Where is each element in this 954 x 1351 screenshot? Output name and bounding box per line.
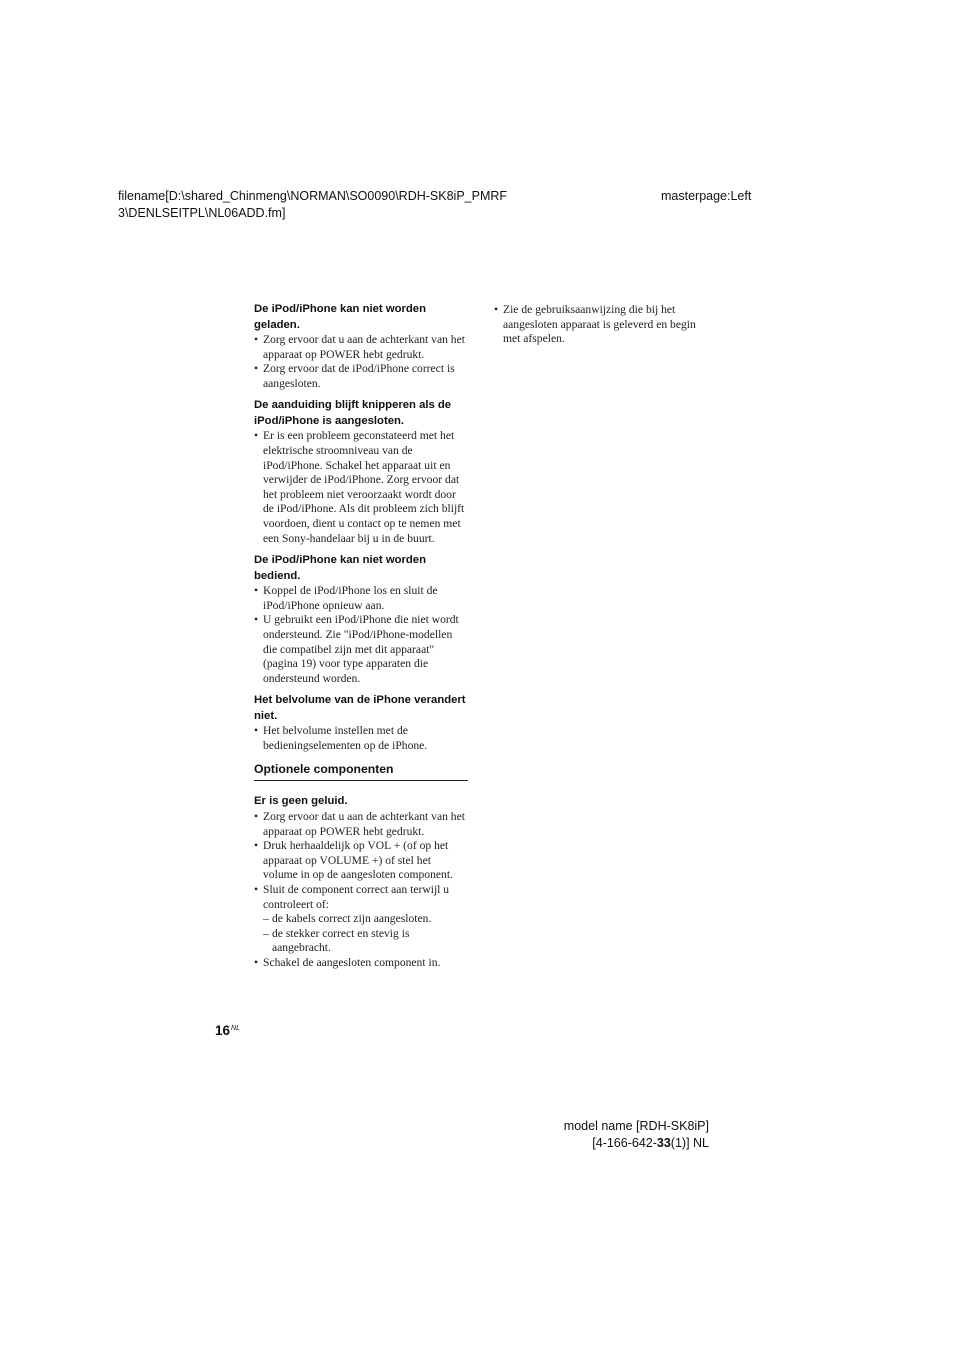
model-code-bold: 33 xyxy=(656,1136,671,1150)
heading-indicator-blinking: De aanduiding blijft knipperen als de iPod/iPhone is aangesloten. xyxy=(254,399,452,427)
page-language-suffix: NL xyxy=(231,1025,240,1032)
filename-line-2: 3\DENLSEITPL\NL06ADD.fm] xyxy=(118,206,286,220)
list-item: • Schakel de aangesloten component in. xyxy=(254,956,468,971)
masterpage-header: masterpage:Left xyxy=(661,189,752,203)
heading-no-sound: Er is geen geluid. xyxy=(254,795,348,808)
list-item: • Koppel de iPod/iPhone los en sluit de iPod/iPhone opnieuw aan. xyxy=(254,584,468,613)
model-footer xyxy=(564,1118,709,1152)
bullet-list xyxy=(494,303,708,347)
model-name: model name [RDH-SK8iP] xyxy=(563,1119,709,1133)
dash-item: – de stekker correct en stevig is aangebracht. xyxy=(254,927,468,956)
dash-item: – de kabels correct zijn aangesloten. xyxy=(254,912,468,927)
section-spacer xyxy=(254,781,468,794)
heading-ring-volume: Het belvolume van de iPhone verandert niet. xyxy=(254,694,466,722)
list-item: • Er is een probleem geconstateerd met het elektrische stroomniveau van de iPod/iPhone. Schakel het apparaat uit en verwijder de iPod/iPhone. Zorg ervoor dat het probleem niet veroorzaakt wordt door de iPod/iPhone. Als dit probleem zich blijft voordoen, dient u contact op te nemen met een Sony-handelaar bij u in de buurt. xyxy=(254,429,468,546)
list-item: • Het belvolume instellen met de bedieningselementen op de iPhone. xyxy=(254,724,468,753)
filename-line-1: filename[D:\shared_Chinmeng\NORMAN\SO0090\RDH-SK8iP_PMRF xyxy=(118,189,508,203)
list-item: • U gebruikt een iPod/iPhone die niet wordt ondersteund. Zie "iPod/iPhone-modellen die compatibel zijn met dit apparaat" (pagina 19) voor type apparaten die ondersteund worden. xyxy=(254,613,468,686)
heading-not-charging: De iPod/iPhone kan niet worden geladen. xyxy=(254,303,426,331)
bullet-list xyxy=(254,724,468,753)
bullet-list xyxy=(254,429,468,546)
list-item: • Zorg ervoor dat u aan de achterkant van het apparaat op POWER hebt gedrukt. xyxy=(254,810,468,839)
model-code-suffix: (1)] NL xyxy=(670,1136,709,1150)
list-item: • Zorg ervoor dat u aan de achterkant van het apparaat op POWER hebt gedrukt. xyxy=(254,333,468,362)
model-code-prefix: [4-166-642- xyxy=(592,1136,657,1150)
list-item: • Druk herhaaldelijk op VOL + (of op het apparaat op VOLUME +) of stel het volume in op de aangesloten component. xyxy=(254,839,468,883)
list-item: • Zorg ervoor dat de iPod/iPhone correct is aangesloten. xyxy=(254,362,468,391)
bullet-list xyxy=(254,584,468,686)
filename-header xyxy=(118,188,507,222)
bullet-list xyxy=(254,333,468,391)
model-code xyxy=(564,1135,709,1152)
list-item: • Sluit de component correct aan terwijl u controleert of: xyxy=(254,883,468,912)
section-title: Optionele componenten xyxy=(254,761,468,781)
left-column xyxy=(254,302,468,971)
page-number-value: 16 xyxy=(215,1023,231,1038)
heading-cannot-operate: De iPod/iPhone kan niet worden bediend. xyxy=(254,554,426,582)
bullet-list xyxy=(254,810,468,971)
page-number xyxy=(215,1023,240,1038)
list-item: • Zie de gebruiksaanwijzing die bij het aangesloten apparaat is geleverd en begin met afspelen. xyxy=(494,303,708,347)
right-column xyxy=(494,303,708,347)
